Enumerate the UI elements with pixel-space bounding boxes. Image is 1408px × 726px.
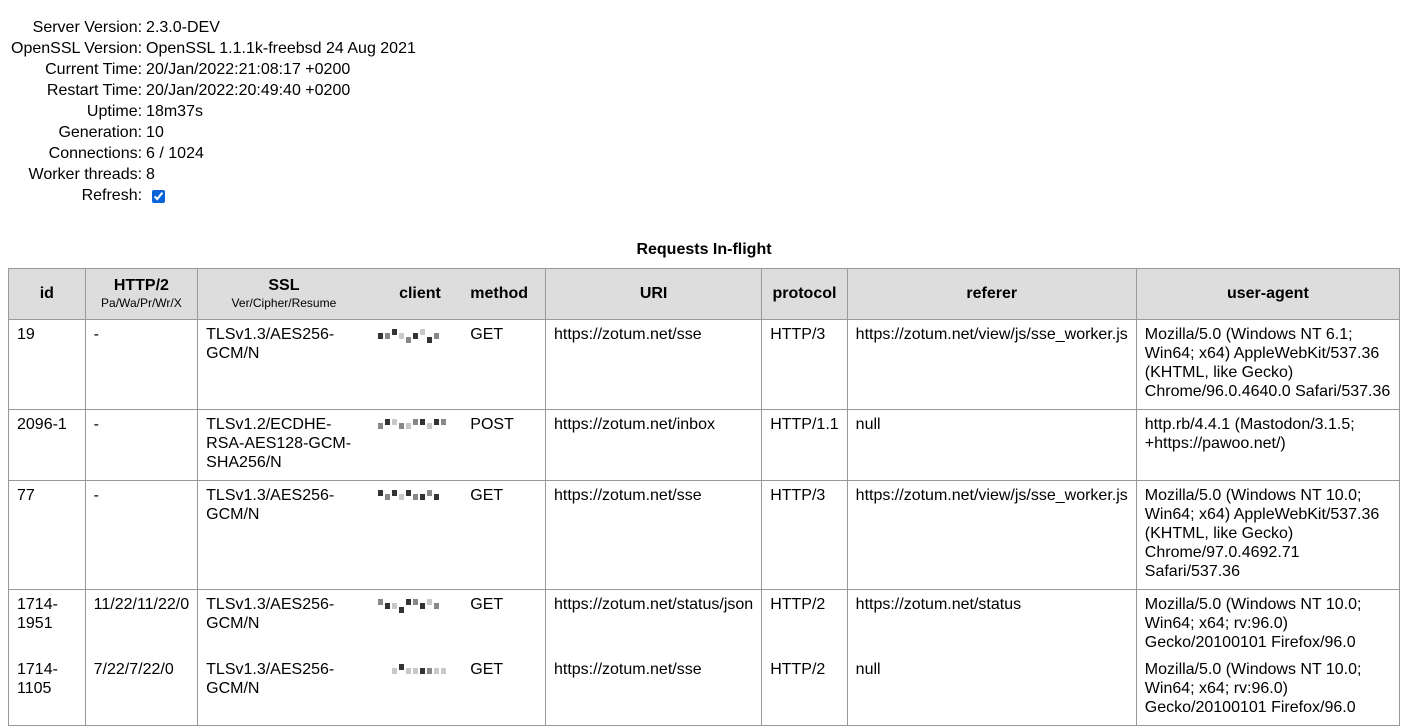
info-value: 18m37s [146,103,203,120]
cell-method: GET [470,590,545,661]
requests-header-row [9,269,1400,320]
info-label: Worker threads: [28,166,143,183]
cell-user-agent: Mozilla/5.0 (Windows NT 10.0; Win64; x64) AppleWebKit/537.36 (KHTML, like Gecko) Chrome/97.0.4692.71 Safari/537.36 [1136,481,1399,590]
table-row [9,590,1400,661]
info-row-server-version [10,18,417,37]
cell-ssl: TLSv1.3/AES256-GCM/N [198,590,370,661]
info-label: Uptime: [86,103,143,120]
cell-protocol: HTTP/2 [762,590,847,661]
cell-client [370,660,471,726]
info-value: OpenSSL 1.1.1k-freebsd 24 Aug 2021 [146,40,416,57]
info-value: 2.3.0-DEV [146,19,220,36]
header-referer: referer [847,269,1136,320]
table-row [9,660,1400,726]
cell-method: GET [470,320,545,410]
cell-user-agent: http.rb/4.4.1 (Mastodon/3.1.5; +https://pawoo.net/) [1136,410,1399,481]
info-value: 6 / 1024 [146,145,204,162]
cell-ssl: TLSv1.2/ECDHE-RSA-AES128-GCM-SHA256/N [198,410,370,481]
info-label: Current Time: [45,61,143,78]
cell-uri: https://zotum.net/sse [545,320,761,410]
cell-referer: https://zotum.net/view/js/sse_worker.js [847,481,1136,590]
redacted-client-ip [378,329,441,343]
cell-uri: https://zotum.net/sse [545,481,761,590]
cell-ssl: TLSv1.3/AES256-GCM/N [198,660,370,726]
cell-method: POST [470,410,545,481]
info-value: 20/Jan/2022:21:08:17 +0200 [146,61,351,78]
cell-method: GET [470,481,545,590]
header-ssl-title: SSL [268,277,300,294]
header-client: client [370,269,471,320]
info-row-current-time [10,60,417,79]
cell-id: 1714-1105 [9,660,86,726]
cell-referer: null [847,410,1136,481]
cell-client [370,410,471,481]
redacted-client-ip [378,599,441,613]
header-http2-sub: Pa/Wa/Pr/Wr/X [101,296,182,310]
table-row [9,481,1400,590]
cell-referer: null [847,660,1136,726]
cell-http2: - [85,320,198,410]
cell-client [370,320,471,410]
info-value: 8 [146,166,155,183]
header-ssl-sub: Ver/Cipher/Resume [231,296,337,310]
header-http2-title: HTTP/2 [113,277,169,294]
redacted-client-ip [378,419,448,433]
cell-user-agent: Mozilla/5.0 (Windows NT 10.0; Win64; x64; rv:96.0) Gecko/20100101 Firefox/96.0 [1136,660,1399,726]
header-uri: URI [545,269,761,320]
cell-uri: https://zotum.net/sse [545,660,761,726]
refresh-label: Refresh: [81,187,143,204]
cell-ssl: TLSv1.3/AES256-GCM/N [198,320,370,410]
table-row [9,320,1400,410]
cell-client [370,481,471,590]
cell-client [370,590,471,661]
cell-http2: - [85,481,198,590]
cell-protocol: HTTP/3 [762,481,847,590]
requests-table [8,268,1400,726]
cell-user-agent: Mozilla/5.0 (Windows NT 10.0; Win64; x64; rv:96.0) Gecko/20100101 Firefox/96.0 [1136,590,1399,661]
info-row-generation [10,123,417,142]
cell-protocol: HTTP/2 [762,660,847,726]
cell-ssl: TLSv1.3/AES256-GCM/N [198,481,370,590]
server-info-table [8,16,419,210]
info-label: Generation: [58,124,143,141]
redacted-client-ip [392,664,448,678]
info-label: Server Version: [32,19,143,36]
info-row-refresh [10,186,417,208]
header-ssl [198,269,370,320]
refresh-checkbox[interactable] [152,190,165,203]
cell-http2: - [85,410,198,481]
info-label: Connections: [48,145,143,162]
table-row [9,410,1400,481]
cell-uri: https://zotum.net/status/json [545,590,761,661]
info-row-restart-time [10,81,417,100]
cell-id: 2096-1 [9,410,86,481]
info-row-openssl-version [10,39,417,58]
info-label: OpenSSL Version: [11,40,143,57]
info-value: 20/Jan/2022:20:49:40 +0200 [146,82,351,99]
cell-uri: https://zotum.net/inbox [545,410,761,481]
info-row-connections [10,144,417,163]
requests-caption: Requests In-flight [636,241,772,258]
cell-id: 77 [9,481,86,590]
info-row-uptime [10,102,417,121]
cell-method: GET [470,660,545,726]
header-protocol: protocol [762,269,847,320]
cell-protocol: HTTP/3 [762,320,847,410]
cell-referer: https://zotum.net/view/js/sse_worker.js [847,320,1136,410]
cell-protocol: HTTP/1.1 [762,410,847,481]
redacted-client-ip [378,490,441,504]
info-row-worker-threads [10,165,417,184]
header-id: id [9,269,86,320]
info-label: Restart Time: [46,82,143,99]
header-http2 [85,269,198,320]
cell-id: 1714-1951 [9,590,86,661]
header-method: method [470,269,545,320]
cell-http2: 7/22/7/22/0 [85,660,198,726]
cell-http2: 11/22/11/22/0 [85,590,198,661]
cell-user-agent: Mozilla/5.0 (Windows NT 6.1; Win64; x64) AppleWebKit/537.36 (KHTML, like Gecko) Chrome/96.0.4640.0 Safari/537.36 [1136,320,1399,410]
cell-referer: https://zotum.net/status [847,590,1136,661]
header-user-agent: user-agent [1136,269,1399,320]
info-value: 10 [146,124,164,141]
cell-id: 19 [9,320,86,410]
